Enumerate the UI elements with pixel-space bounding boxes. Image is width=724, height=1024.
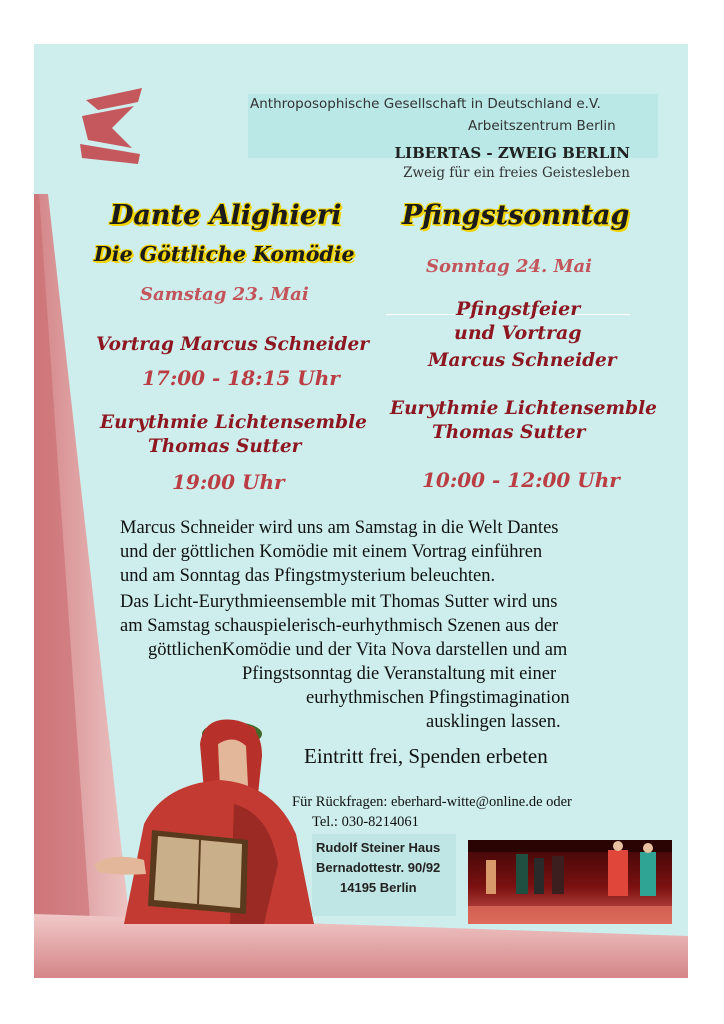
admission-note: Eintritt frei, Spenden erbeten	[304, 744, 548, 768]
libertas-logo-icon	[80, 88, 142, 164]
left-eurythmy-ensemble: Eurythmie Lichtensemble	[100, 412, 367, 433]
address-street: Bernadottestr. 90/92	[316, 860, 441, 875]
description-line: eurhythmischen Pfingstimagination	[306, 688, 570, 708]
contact-email: Für Rückfragen: eberhard-witte@online.de oder	[292, 794, 572, 810]
dante-portrait-icon	[94, 720, 314, 925]
left-lecture-time: 17:00 - 18:15 Uhr	[142, 366, 340, 390]
left-lecture: Vortrag Marcus Schneider	[96, 334, 369, 355]
description-line: am Samstag schauspielerisch-eurhythmisch Szenen aus der	[120, 616, 559, 636]
right-time: 10:00 - 12:00 Uhr	[422, 468, 620, 492]
description-line: göttlichenKomödie und der Vita Nova darstellen und am	[148, 640, 568, 660]
org-subtitle: Arbeitszentrum Berlin	[468, 118, 616, 134]
org-name: Anthroposophische Gesellschaft in Deutschland e.V.	[250, 96, 601, 112]
address-city: 14195 Berlin	[340, 880, 417, 895]
right-event-subtitle: und Vortrag	[454, 322, 582, 344]
description-line: Marcus Schneider wird uns am Samstag in die Welt Dantes	[120, 518, 559, 538]
left-date: Samstag 23. Mai	[140, 284, 309, 305]
branch-name: LIBERTAS - ZWEIG BERLIN	[394, 144, 630, 162]
right-eurythmy-lead: Thomas Sutter	[432, 422, 586, 443]
left-title: Dante Alighieri	[110, 200, 342, 231]
description-line: und der göttlichen Komödie mit einem Vortrag einführen	[120, 542, 543, 562]
description-line: Das Licht-Eurythmieensemble mit Thomas Sutter wird uns	[120, 592, 558, 612]
right-speaker: Marcus Schneider	[428, 350, 617, 371]
branch-subtitle: Zweig für ein freies Geistesleben	[403, 165, 630, 181]
poster	[34, 44, 688, 978]
right-title: Pfingstsonntag	[402, 200, 630, 231]
stage-photo-icon	[468, 840, 672, 924]
left-eurythmy-lead: Thomas Sutter	[148, 436, 302, 457]
description-line: und am Sonntag das Pfingstmysterium beleuchten.	[120, 566, 496, 586]
address-venue: Rudolf Steiner Haus	[316, 840, 441, 855]
left-eurythmy-time: 19:00 Uhr	[172, 470, 285, 494]
left-subtitle: Die Göttliche Komödie	[94, 242, 355, 266]
description-line: Pfingstsonntag die Veranstaltung mit einer	[242, 664, 557, 684]
contact-phone: Tel.: 030-8214061	[312, 814, 419, 830]
description-line: ausklingen lassen.	[426, 712, 561, 732]
right-eurythmy-ensemble: Eurythmie Lichtensemble	[390, 398, 657, 419]
right-event-title: Pfingstfeier	[456, 298, 581, 320]
right-date: Sonntag 24. Mai	[426, 256, 593, 277]
